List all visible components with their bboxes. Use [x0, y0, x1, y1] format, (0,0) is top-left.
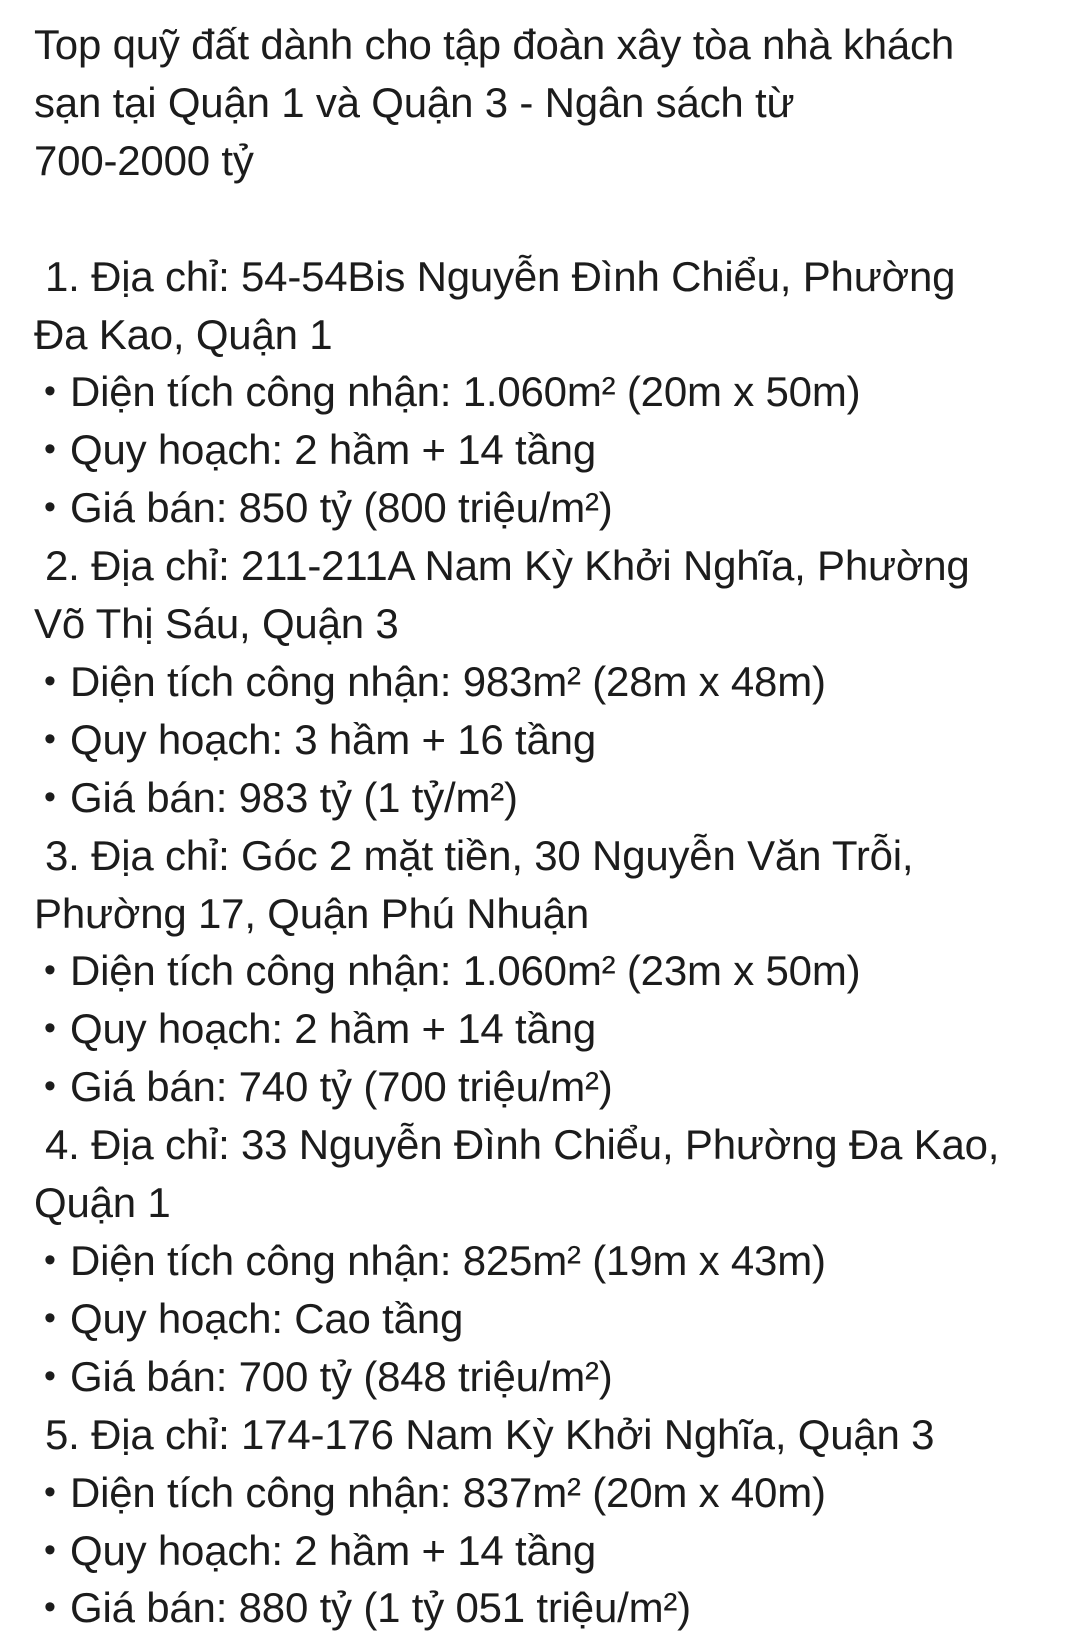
listing-3-address-cont: Phường 17, Quận Phú Nhuận: [34, 889, 590, 937]
bullet-icon: •: [44, 1588, 56, 1627]
listing-5: [34, 1406, 1064, 1638]
listing-5-price: [34, 1579, 1064, 1637]
listing-1-address-cont: Đa Kao, Quận 1: [34, 310, 333, 358]
listing-2-area: [34, 653, 1064, 711]
listing-1-area: [34, 363, 1064, 421]
listing-1-price: [34, 479, 1064, 537]
bullet-icon: •: [44, 1298, 56, 1337]
bullet-icon: •: [44, 951, 56, 990]
post-title-line-1: Top quỹ đất dành cho tập đoàn xây tòa nhà khách: [34, 21, 954, 68]
bullet-icon: •: [44, 1530, 56, 1569]
bullet-icon: •: [44, 1067, 56, 1106]
listing-1-zoning: [34, 421, 1064, 479]
listing-4: [34, 1116, 1064, 1406]
post-title-line-3: 700-2000 tỷ: [34, 136, 254, 184]
listing-3-zoning: [34, 1000, 1064, 1058]
listing-1: [34, 248, 1064, 538]
listing-2-area-text: Diện tích công nhận: 983m² (28m x 48m): [70, 657, 826, 705]
listing-5-address: 5. Địa chỉ: 174-176 Nam Kỳ Khởi Nghĩa, Quận 3: [45, 1410, 935, 1458]
bullet-icon: •: [44, 1009, 56, 1048]
listing-5-zoning-text: Quy hoạch: 2 hầm + 14 tầng: [70, 1526, 596, 1574]
post-title-line-2: sạn tại Quận 1 và Quận 3 - Ngân sách từ: [34, 78, 795, 126]
listing-4-address: 4. Địa chỉ: 33 Nguyễn Đình Chiểu, Phường Đa Kao,: [45, 1121, 1000, 1169]
listing-5-zoning: [34, 1522, 1064, 1580]
bullet-icon: •: [44, 777, 56, 816]
listing-3-area-text: Diện tích công nhận: 1.060m² (23m x 50m): [70, 947, 861, 995]
listing-3-address: 3. Địa chỉ: Góc 2 mặt tiền, 30 Nguyễn Văn Trỗi,: [45, 831, 914, 879]
listing-4-price-text: Giá bán: 700 tỷ (848 triệu/m²): [70, 1352, 613, 1400]
listing-2-price: [34, 769, 1064, 827]
bullet-icon: •: [44, 372, 56, 411]
blank-line: [34, 190, 1064, 248]
listing-2-address-cont: Võ Thị Sáu, Quận 3: [34, 600, 399, 648]
listing-2: [34, 537, 1064, 827]
bullet-icon: •: [44, 1356, 56, 1395]
listing-2-zoning: [34, 711, 1064, 769]
listing-4-zoning: [34, 1290, 1064, 1348]
listing-1-price-text: Giá bán: 850 tỷ (800 triệu/m²): [70, 484, 613, 532]
listing-1-area-text: Diện tích công nhận: 1.060m² (20m x 50m): [70, 368, 861, 416]
post-text: [34, 16, 1064, 1637]
bullet-icon: •: [44, 661, 56, 700]
listing-5-area: [34, 1464, 1064, 1522]
listing-5-price-text: Giá bán: 880 tỷ (1 tỷ 051 triệu/m²): [70, 1584, 691, 1632]
listing-3: [34, 827, 1064, 1117]
listing-4-area-text: Diện tích công nhận: 825m² (19m x 43m): [70, 1237, 826, 1285]
bullet-icon: •: [44, 488, 56, 527]
listing-1-zoning-text: Quy hoạch: 2 hầm + 14 tầng: [70, 426, 596, 474]
bullet-icon: •: [44, 719, 56, 758]
bullet-icon: •: [44, 1241, 56, 1280]
listing-3-zoning-text: Quy hoạch: 2 hầm + 14 tầng: [70, 1005, 596, 1053]
listing-2-price-text: Giá bán: 983 tỷ (1 tỷ/m²): [70, 773, 518, 821]
bullet-icon: •: [44, 1472, 56, 1511]
listing-3-price-text: Giá bán: 740 tỷ (700 triệu/m²): [70, 1063, 613, 1111]
listing-5-area-text: Diện tích công nhận: 837m² (20m x 40m): [70, 1468, 826, 1516]
listing-3-price: [34, 1058, 1064, 1116]
listing-2-address: 2. Địa chỉ: 211-211A Nam Kỳ Khởi Nghĩa, Phường: [45, 542, 970, 590]
listing-4-price: [34, 1348, 1064, 1406]
listing-4-zoning-text: Quy hoạch: Cao tầng: [70, 1294, 464, 1342]
listing-4-area: [34, 1232, 1064, 1290]
listing-1-address: 1. Địa chỉ: 54-54Bis Nguyễn Đình Chiểu, Phường: [45, 252, 956, 300]
listing-4-address-cont: Quận 1: [34, 1179, 171, 1227]
listing-2-zoning-text: Quy hoạch: 3 hầm + 16 tầng: [70, 715, 596, 763]
bullet-icon: •: [44, 430, 56, 469]
listing-3-area: [34, 942, 1064, 1000]
